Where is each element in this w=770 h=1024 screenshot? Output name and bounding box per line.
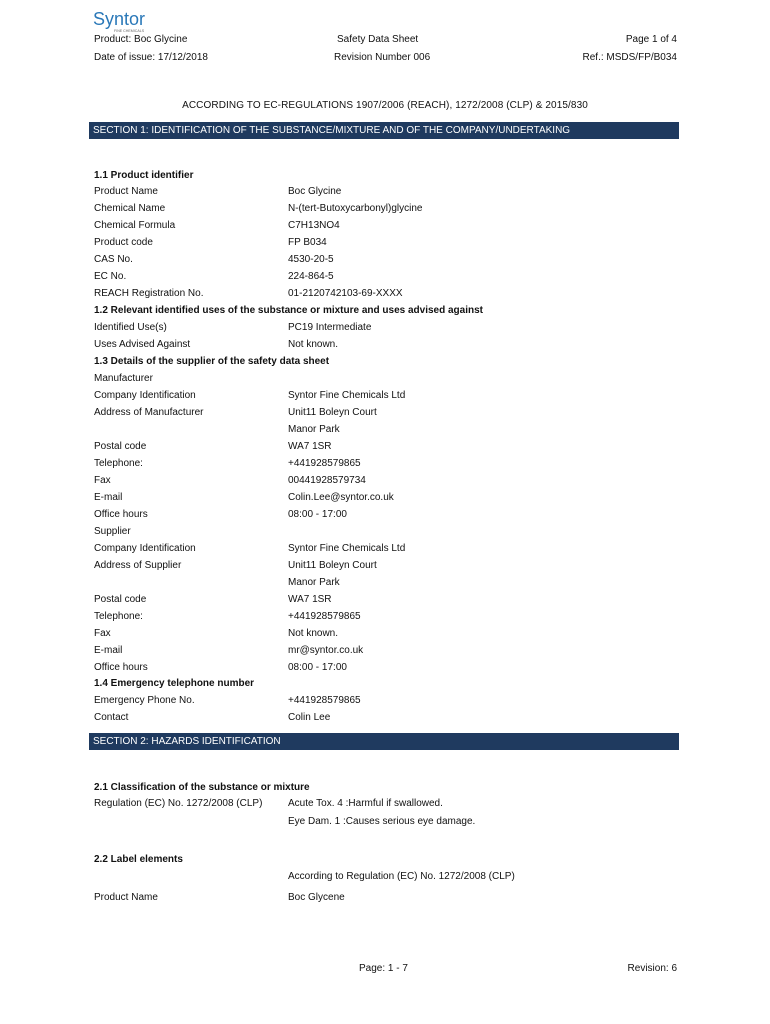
kv-value: 00441928579734 [288, 475, 366, 486]
according-text: According to Regulation (EC) No. 1272/2008 (CLP) [288, 871, 515, 882]
kv-key: Identified Use(s) [94, 322, 167, 333]
header-doc-type: Safety Data Sheet [337, 34, 419, 45]
kv-key: Uses Advised Against [94, 339, 191, 350]
section1-bar: SECTION 1: IDENTIFICATION OF THE SUBSTANCE/MIXTURE AND OF THE COMPANY/UNDERTAKING [89, 122, 679, 139]
product-name-value: Boc Glycene [288, 892, 345, 903]
kv-value: mr@syntor.co.uk [288, 645, 364, 656]
footer-page: Page: 1 - 7 [359, 963, 408, 974]
kv-value: +441928579865 [288, 458, 361, 469]
kv-key: EC No. [94, 271, 127, 282]
regulation-value-1: Acute Tox. 4 :Harmful if swallowed. [288, 798, 443, 809]
kv-key: Office hours [94, 509, 148, 520]
kv-key: Emergency Phone No. [94, 695, 195, 706]
kv-value: Boc Glycine [288, 186, 342, 197]
s14-heading: 1.4 Emergency telephone number [94, 678, 255, 689]
kv-key: Contact [94, 712, 129, 723]
kv-key: Office hours [94, 662, 148, 673]
kv-key: Company Identification [94, 390, 196, 401]
regulation-value-2: Eye Dam. 1 :Causes serious eye damage. [288, 816, 476, 827]
kv-key: Company Identification [94, 543, 196, 554]
regulations-heading: ACCORDING TO EC-REGULATIONS 1907/2006 (REACH), 1272/2008 (CLP) & 2015/830 [182, 100, 588, 111]
kv-value: Not known. [288, 339, 339, 350]
kv-value: 4530-20-5 [288, 254, 334, 265]
kv-key: E-mail [94, 645, 123, 656]
header-page: Page 1 of 4 [625, 34, 677, 45]
manufacturer-label: Manufacturer [94, 373, 153, 384]
header-ref: Ref.: MSDS/FP/B034 [582, 52, 677, 63]
s11-heading: 1.1 Product identifier [94, 170, 194, 181]
s13-heading: 1.3 Details of the supplier of the safety data sheet [94, 356, 330, 367]
kv-value: Syntor Fine Chemicals Ltd [288, 543, 406, 554]
s22-heading: 2.2 Label elements [94, 854, 183, 865]
kv-key: Address of Supplier [94, 560, 182, 571]
kv-value: 01-2120742103-69-XXXX [288, 288, 403, 299]
kv-value: C7H13NO4 [288, 220, 340, 231]
kv-value: Colin.Lee@syntor.co.uk [288, 492, 394, 503]
kv-value: Manor Park [288, 577, 340, 588]
kv-key: Fax [94, 628, 111, 639]
kv-value: 08:00 - 17:00 [288, 509, 347, 520]
kv-key: Postal code [94, 594, 147, 605]
section2-bar: SECTION 2: HAZARDS IDENTIFICATION [89, 733, 679, 750]
regulation-key: Regulation (EC) No. 1272/2008 (CLP) [94, 798, 263, 809]
s12-heading: 1.2 Relevant identified uses of the substance or mixture and uses advised against [94, 305, 484, 316]
kv-value: Syntor Fine Chemicals Ltd [288, 390, 406, 401]
kv-value: +441928579865 [288, 695, 361, 706]
kv-value: +441928579865 [288, 611, 361, 622]
logo-text: Syntor [93, 9, 146, 29]
s21-heading: 2.1 Classification of the substance or mixture [94, 782, 310, 793]
kv-key: CAS No. [94, 254, 133, 265]
kv-value: Colin Lee [288, 712, 331, 723]
kv-value: 224-864-5 [288, 271, 334, 282]
header-date: Date of issue: 17/12/2018 [94, 52, 208, 63]
kv-value: PC19 Intermediate [288, 322, 372, 333]
kv-key: Telephone: [94, 458, 143, 469]
kv-key: Product Name [94, 186, 158, 197]
kv-value: WA7 1SR [288, 594, 332, 605]
kv-value: Unit11 Boleyn Court [288, 407, 377, 418]
syntor-logo [92, 8, 152, 34]
kv-key: E-mail [94, 492, 123, 503]
kv-value: Not known. [288, 628, 339, 639]
kv-key: Fax [94, 475, 111, 486]
kv-key: Product code [94, 237, 153, 248]
kv-value: Unit11 Boleyn Court [288, 560, 377, 571]
kv-value: 08:00 - 17:00 [288, 662, 347, 673]
footer-revision: Revision: 6 [627, 963, 677, 974]
kv-key: REACH Registration No. [94, 288, 204, 299]
logo-tagline: FINE CHEMICALS [114, 29, 145, 33]
header-revision: Revision Number 006 [334, 52, 431, 63]
kv-value: WA7 1SR [288, 441, 332, 452]
kv-value: Manor Park [288, 424, 340, 435]
kv-key: Postal code [94, 441, 147, 452]
kv-key: Telephone: [94, 611, 143, 622]
kv-value: FP B034 [288, 237, 327, 248]
product-name-key: Product Name [94, 892, 158, 903]
header-product: Product: Boc Glycine [94, 34, 188, 45]
kv-key: Address of Manufacturer [94, 407, 204, 418]
supplier-label: Supplier [94, 526, 131, 537]
kv-value: N-(tert-Butoxycarbonyl)glycine [288, 203, 423, 214]
kv-key: Chemical Name [94, 203, 166, 214]
kv-key: Chemical Formula [94, 220, 176, 231]
